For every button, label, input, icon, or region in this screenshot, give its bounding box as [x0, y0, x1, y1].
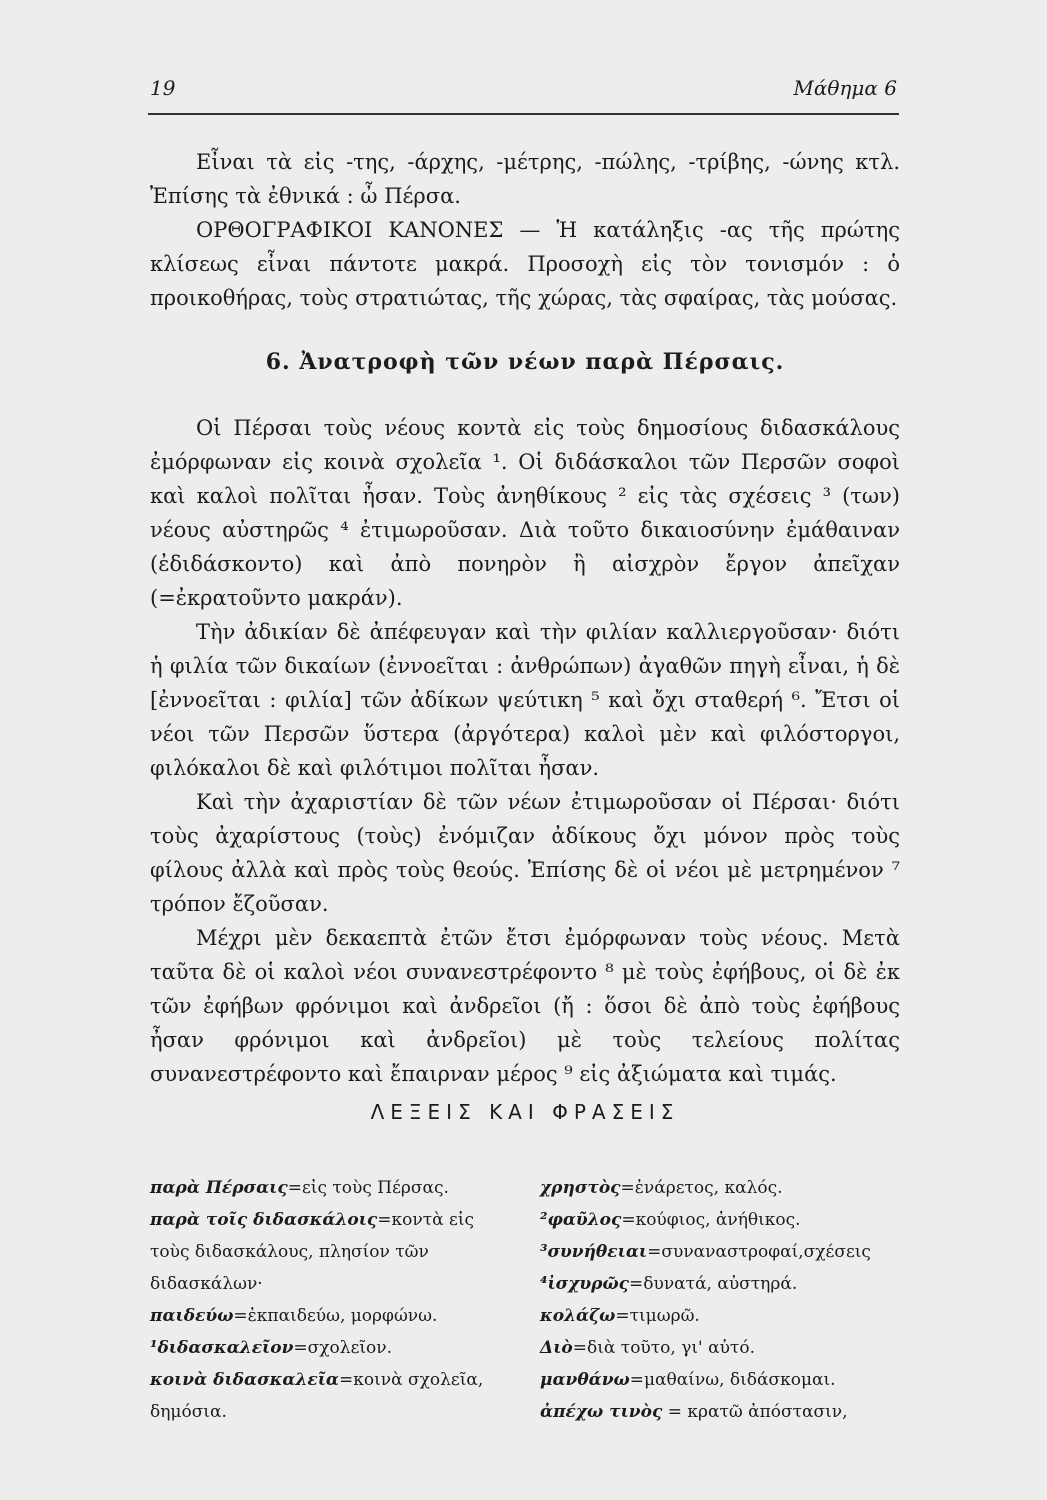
vocab-definition: =ἐνάρετος, καλός. [620, 1178, 783, 1198]
vocab-definition: =τιμωρῶ. [615, 1306, 700, 1326]
vocab-definition: =κούφιος, ἀνήθικος. [621, 1210, 801, 1230]
main-text [150, 145, 900, 1129]
vocab-term: μανθάνω [540, 1370, 630, 1390]
page-number: 19 [150, 76, 176, 100]
vocab-entry [150, 1364, 510, 1428]
vocab-term: παρὰ τοῖς διδασκάλοις [150, 1210, 378, 1230]
vocab-term: ³συνήθειαι [540, 1242, 648, 1262]
vocab-entry [540, 1172, 900, 1204]
vocab-term: Διὸ [540, 1338, 573, 1358]
paragraph: Μέχρι μὲν δεκαεπτὰ ἐτῶν ἔτσι ἐμόρφωναν τοὺς νέους. Μετὰ ταῦτα δὲ οἱ καλοὶ νέοι συνανεστρέφοντο ⁸ μὲ τοὺς ἐφήβους, οἱ δὲ ἐκ τῶν ἐφήβων φρόνιμοι καὶ ἀνδρεῖοι (ἤ : ὅσοι δὲ ἀπὸ τοὺς ἐφήβους ἦσαν φρόνιμοι καὶ ἀνδρεῖοι) μὲ τοὺς τελείους πολίτας συνανεστρέφοντο καὶ ἔπαιρναν μέρος ⁹ εἰς ἀξιώματα καὶ τιμάς. [150, 926, 900, 1086]
vocab-entry [150, 1204, 510, 1300]
paragraph: Καὶ τὴν ἀχαριστίαν δὲ τῶν νέων ἐτιμωροῦσαν οἱ Πέρσαι· διότι τοὺς ἀχαρίστους (τοὺς) ἐνόμιζαν ἀδίκους ὄχι μόνον πρὸς τοὺς φίλους ἀλλὰ καὶ πρὸς τοὺς θεούς. Ἐπίσης δὲ οἱ νέοι μὲ μετρημένον ⁷ τρόπον ἔζοῦσαν. [150, 790, 900, 916]
vocab-definition: =σχολεῖον. [293, 1338, 393, 1358]
lesson-title: 6. Ἀνατροφὴ τῶν νέων παρὰ Πέρσαις. [265, 349, 785, 375]
intro-paragraph: Εἶναι τὰ εἰς -της, -άρχης, -μέτρης, -πώλης, -τρίβης, -ώνης κτλ. Ἐπίσης τὰ ἐθνικά : ὦ Πέρσα. [150, 150, 900, 208]
vocabulary-column-right [540, 1172, 900, 1428]
vocab-definition: =μαθαίνω, διδάσκομαι. [629, 1370, 836, 1390]
vocab-entry [150, 1332, 510, 1364]
vocab-entry [150, 1172, 510, 1204]
vocabulary-column-left [150, 1172, 510, 1428]
vocab-definition: =συναναστροφαί,σχέσεις [647, 1242, 871, 1262]
vocab-definition: = κρατῶ ἀπόστασιν, [662, 1402, 848, 1422]
header-rule [148, 113, 899, 115]
vocab-definition: =κοντὰ εἰς τοὺς διδασκάλους, πλησίον τῶν διδασκάλων· [150, 1210, 475, 1294]
vocab-definition: =δυνατά, αὐστηρά. [629, 1274, 798, 1294]
vocab-entry [540, 1332, 900, 1364]
vocab-term: παιδεύω [150, 1306, 234, 1326]
vocab-definition: =διὰ τοῦτο, γι' αὐτό. [572, 1338, 755, 1358]
running-head: Μάθημα 6 [793, 76, 897, 100]
vocab-term: ¹διδασκαλεῖον [150, 1338, 294, 1358]
paragraph: Τὴν ἀδικίαν δὲ ἀπέφευγαν καὶ τὴν φιλίαν καλλιεργοῦσαν· διότι ἡ φιλία τῶν δικαίων (ἐννοεῖται : ἀνθρώπων) ἀγαθῶν πηγὴ εἶναι, ἡ δὲ [ἐννοεῖται : φιλία] τῶν ἀδίκων ψεύτικη ⁵ καὶ ὄχι σταθερή ⁶. Ἔτσι οἱ νέοι τῶν Περσῶν ὕστερα (ἀργότερα) καλοὶ μὲν καὶ φιλόστοργοι, φιλόκαλοι δὲ καὶ φιλότιμοι πολῖται ἦσαν. [150, 620, 900, 780]
vocab-definition: =ἐκπαιδεύω, μορφώνω. [233, 1306, 438, 1326]
vocab-entry [540, 1204, 900, 1236]
vocab-entry [540, 1364, 900, 1396]
vocab-entry [540, 1236, 900, 1268]
vocab-term: ἀπέχω τινὸς [540, 1402, 663, 1422]
vocab-entry [540, 1396, 900, 1428]
vocab-entry [540, 1268, 900, 1300]
vocab-term: κοινὰ διδασκαλεῖα [150, 1370, 340, 1390]
vocab-entry [540, 1300, 900, 1332]
paragraph: Οἱ Πέρσαι τοὺς νέους κοντὰ εἰς τοὺς δημοσίους διδασκάλους ἐμόρφωναν εἰς κοινὰ σχολεῖα ¹. Οἱ διδάσκαλοι τῶν Περσῶν σοφοὶ καὶ καλοὶ πολῖται ἦσαν. Τοὺς ἀνηθίκους ² εἰς τὰς σχέσεις ³ (των) νέους αὐστηρῶς ⁴ ἐτιμωροῦσαν. Διὰ τοῦτο δικαιοσύνην ἐμάθαιναν (ἐδιδάσκοντο) καὶ ἀπὸ πονηρὸν ἢ αἰσχρὸν ἔργον ἀπεῖχαν (=ἐκρατοῦντο μακράν). [150, 416, 900, 610]
vocab-entry [150, 1300, 510, 1332]
vocab-term: χρηστὸς [540, 1178, 621, 1198]
vocabulary-list [150, 1172, 900, 1428]
spelling-rules-paragraph: ΟΡΘΟΓΡΑΦΙΚΟΙ ΚΑΝΟΝΕΣ — Ἡ κατάληξις -ας τῆς πρώτης κλίσεως εἶναι πάντοτε μακρά. Προσοχὴ εἰς τὸν τονισμόν : ὁ προικοθήρας, τοὺς στρατιώτας, τῆς χώρας, τὰς σφαίρας, τὰς μούσας. [150, 218, 900, 310]
vocab-definition: =εἰς τοὺς Πέρσας. [287, 1178, 449, 1198]
vocab-term: παρὰ Πέρσαις [150, 1178, 288, 1198]
vocabulary-heading: ΛΕΞΕΙΣ ΚΑΙ ΦΡΑΣΕΙΣ [370, 1100, 680, 1124]
vocab-definition: =κοινὰ σχολεῖα, δημόσια. [150, 1370, 484, 1422]
vocab-term: ²φαῦλος [540, 1210, 622, 1230]
vocab-term: κολάζω [540, 1306, 616, 1326]
vocab-term: ⁴ἰσχυρῶς [540, 1274, 630, 1294]
